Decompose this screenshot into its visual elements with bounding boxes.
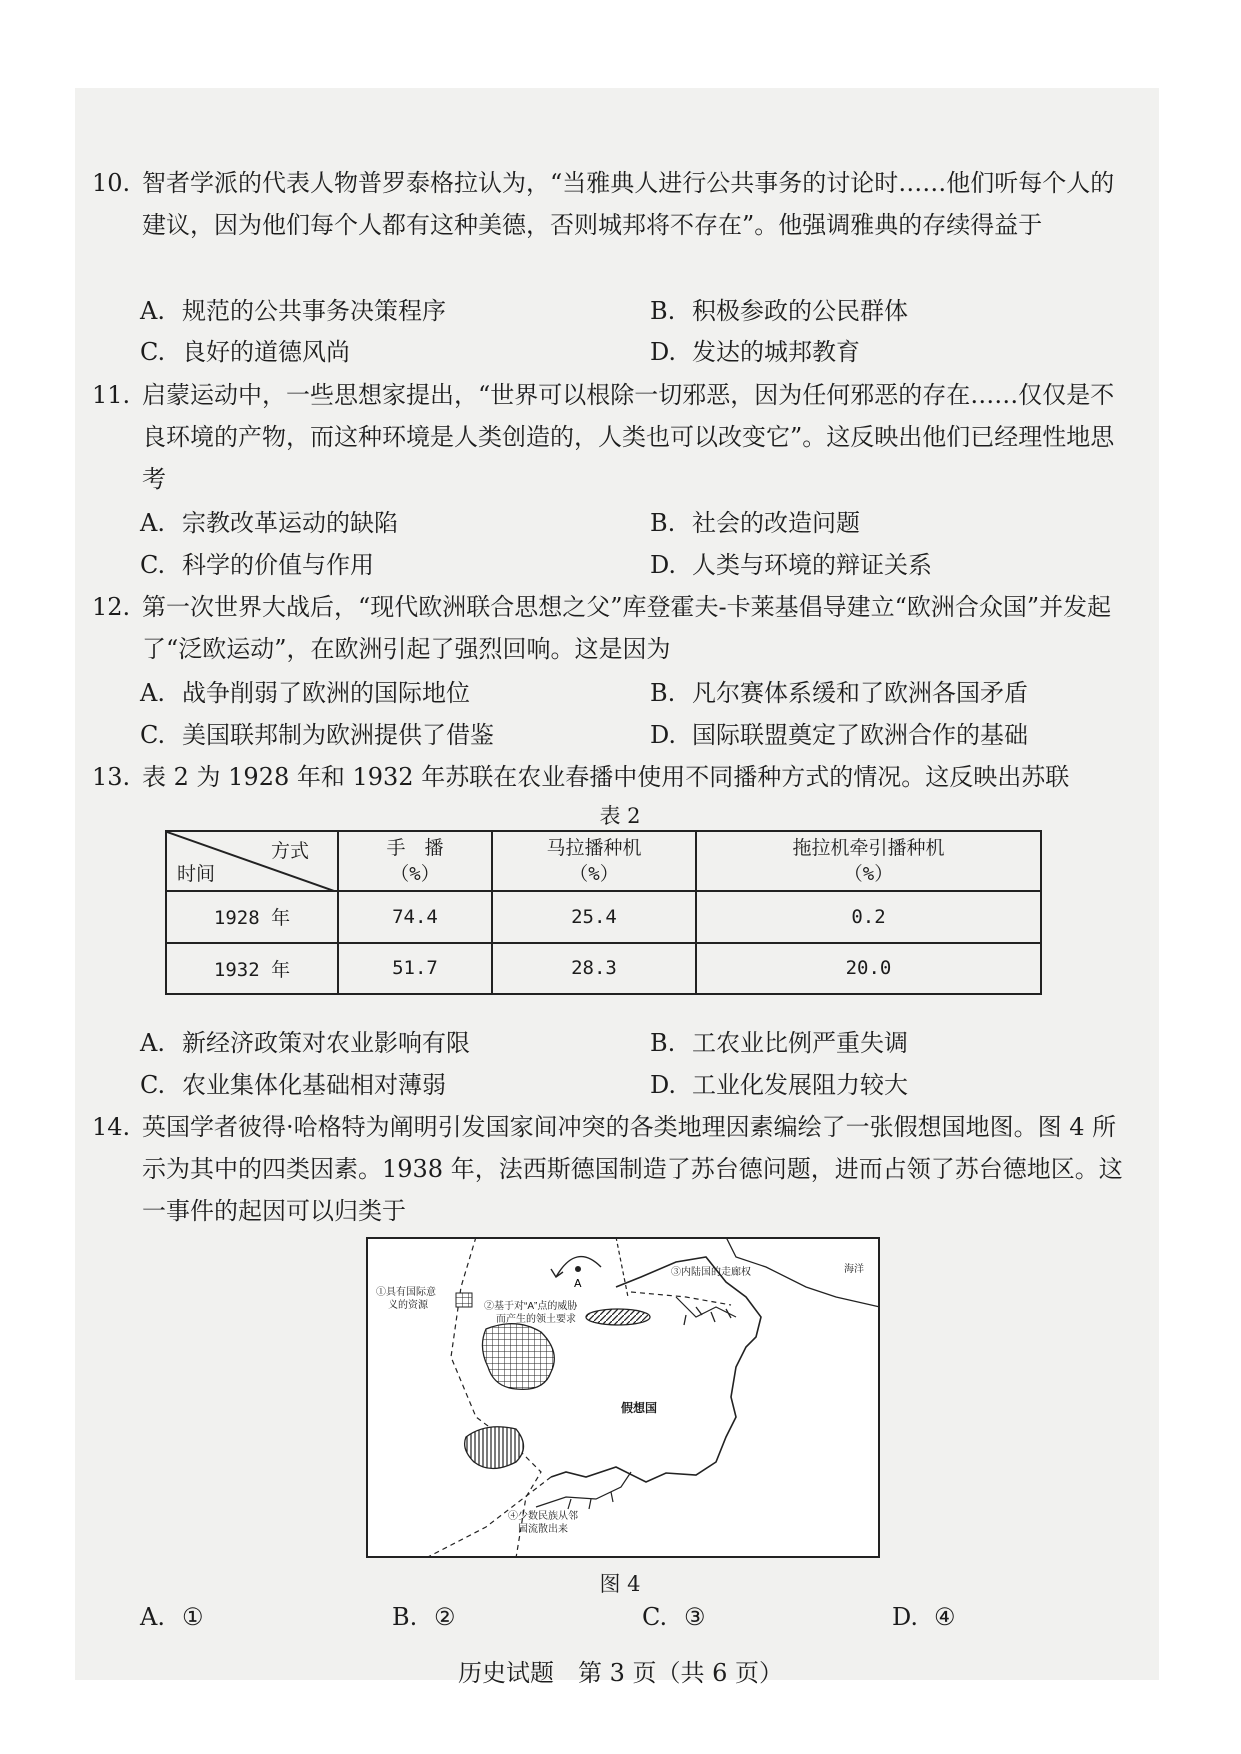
label-factor3: ③内陆国的走廊权 <box>671 1267 751 1278</box>
option-d[interactable] <box>892 1596 956 1638</box>
point-a-marker <box>575 1266 581 1272</box>
option-a[interactable] <box>140 1596 204 1638</box>
option-text: 工业化发展阻力较大 <box>692 1071 908 1099</box>
option-text: 规范的公共事务决策程序 <box>182 297 446 325</box>
option-text: ④ <box>934 1603 956 1631</box>
striped-region <box>465 1427 524 1469</box>
sowing-methods-table <box>165 830 1042 995</box>
row-time: 1928 年 <box>166 891 338 943</box>
option-b[interactable] <box>650 1022 908 1064</box>
label-country: 假想国 <box>621 1401 658 1415</box>
option-text: 凡尔赛体系缓和了欧洲各国矛盾 <box>692 679 1028 707</box>
option-label: A. <box>140 679 165 707</box>
table-row <box>166 943 1041 995</box>
option-c[interactable] <box>140 714 494 756</box>
hatched-region <box>586 1309 650 1325</box>
header-hand-sowing: 手 播 （%） <box>338 831 492 891</box>
option-text: 战争削弱了欧洲的国际地位 <box>182 679 470 707</box>
cell-value: 20.0 <box>696 943 1041 995</box>
option-text: 良好的道德风尚 <box>182 338 350 366</box>
option-label: D. <box>650 551 677 579</box>
option-text: 工农业比例严重失调 <box>692 1029 908 1057</box>
cell-value: 28.3 <box>492 943 696 995</box>
cell-value: 74.4 <box>338 891 492 943</box>
question-12 <box>92 586 1124 670</box>
figure-caption: 图 4 <box>599 1572 641 1596</box>
option-b[interactable] <box>650 502 860 544</box>
question-number: 12. <box>92 593 131 621</box>
header-tractor-seeder: 拖拉机牵引播种机 （%） <box>696 831 1041 891</box>
option-label: B. <box>392 1603 418 1631</box>
option-text: 农业集体化基础相对薄弱 <box>182 1071 446 1099</box>
page-footer: 历史试题 第 3 页（共 6 页） <box>457 1659 784 1687</box>
option-text: 发达的城邦教育 <box>692 338 860 366</box>
resource-square <box>456 1293 472 1307</box>
table-caption: 表 2 <box>599 804 641 828</box>
option-text: 人类与环境的辩证关系 <box>692 551 932 579</box>
cell-value: 25.4 <box>492 891 696 943</box>
option-d[interactable] <box>650 544 932 586</box>
label-factor2-line2: 而产生的领土要求 <box>496 1314 576 1325</box>
option-text: 科学的价值与作用 <box>182 551 374 579</box>
question-10 <box>92 162 1124 246</box>
question-stem: 智者学派的代表人物普罗泰格拉认为，“当雅典人进行公共事务的讨论时……他们听每个人的建议，因为他们每个人都有这种美德，否则城邦将不存在”。他强调雅典的存续得益于 <box>142 169 1115 239</box>
option-label: A. <box>140 1603 165 1631</box>
option-b[interactable] <box>650 672 1028 714</box>
corner-label-time: 时间 <box>177 863 216 885</box>
table-header-row <box>166 831 1041 891</box>
label-factor4-line2: 国流散出来 <box>518 1524 568 1535</box>
cell-value: 51.7 <box>338 943 492 995</box>
option-a[interactable] <box>140 672 470 714</box>
cell-value: 0.2 <box>696 891 1041 943</box>
question-number: 13. <box>92 763 131 791</box>
option-label: C. <box>140 721 166 749</box>
map-figure <box>366 1237 880 1558</box>
option-d[interactable] <box>650 714 1028 756</box>
option-label: C. <box>140 1071 166 1099</box>
option-c[interactable] <box>140 544 374 586</box>
option-text: ① <box>182 1603 204 1631</box>
option-label: A. <box>140 297 165 325</box>
table-corner-cell <box>166 831 338 891</box>
question-stem: 表 2 为 1928 年和 1932 年苏联在农业春播中使用不同播种方式的情况。这反映出苏联 <box>142 763 1070 791</box>
option-a[interactable] <box>140 290 446 332</box>
option-label: A. <box>140 509 165 537</box>
point-a-label: A <box>574 1277 582 1290</box>
map-frame <box>367 1238 879 1557</box>
option-text: ③ <box>684 1603 706 1631</box>
option-a[interactable] <box>140 502 398 544</box>
question-stem: 第一次世界大战后，“现代欧洲联合思想之父”库登霍夫-卡莱基倡导建立“欧洲合众国”并发起了“泛欧运动”，在欧洲引起了强烈回响。这是因为 <box>142 593 1112 663</box>
option-label: D. <box>892 1603 919 1631</box>
option-b[interactable] <box>650 290 908 332</box>
option-label: D. <box>650 338 677 366</box>
option-label: C. <box>140 551 166 579</box>
question-13 <box>92 756 1124 798</box>
option-label: B. <box>650 1029 676 1057</box>
option-text: 宗教改革运动的缺陷 <box>182 509 398 537</box>
question-stem: 英国学者彼得·哈格特为阐明引发国家间冲突的各类地理因素编绘了一张假想国地图。图 4 所示为其中的四类因素。1938 年，法西斯德国制造了苏台德问题，进而占领了苏台德地区。这一事件的起因可以归类于 <box>142 1113 1123 1225</box>
option-text: ② <box>434 1603 456 1631</box>
hypothetical-country-map <box>366 1237 880 1558</box>
option-c[interactable] <box>642 1596 706 1638</box>
option-text: 美国联邦制为欧洲提供了借鉴 <box>182 721 494 749</box>
row-time: 1932 年 <box>166 943 338 995</box>
option-label: C. <box>642 1603 668 1631</box>
option-text: 新经济政策对农业影响有限 <box>182 1029 470 1057</box>
option-b[interactable] <box>392 1596 456 1638</box>
label-factor1-line1: ①具有国际意 <box>376 1287 436 1298</box>
option-label: A. <box>140 1029 165 1057</box>
option-d[interactable] <box>650 1064 908 1106</box>
option-label: B. <box>650 509 676 537</box>
option-label: B. <box>650 679 676 707</box>
option-text: 积极参政的公民群体 <box>692 297 908 325</box>
option-label: D. <box>650 721 677 749</box>
table-row <box>166 891 1041 943</box>
option-label: D. <box>650 1071 677 1099</box>
label-factor1-line2: 义的资源 <box>388 1300 428 1311</box>
option-label: C. <box>140 338 166 366</box>
option-label: B. <box>650 297 676 325</box>
question-number: 11. <box>92 381 131 409</box>
option-a[interactable] <box>140 1022 470 1064</box>
label-factor4-line1: ④少数民族从邻 <box>508 1511 578 1522</box>
label-sea: 海洋 <box>844 1264 864 1275</box>
question-number: 14. <box>92 1113 131 1141</box>
option-c[interactable] <box>140 331 350 373</box>
option-text: 社会的改造问题 <box>692 509 860 537</box>
header-horse-seeder: 马拉播种机 （%） <box>492 831 696 891</box>
question-number: 10. <box>92 169 131 197</box>
label-factor2-line1: ②基于对“A”点的威胁 <box>484 1301 578 1312</box>
corner-label-method: 方式 <box>270 840 309 862</box>
question-11 <box>92 374 1124 500</box>
option-text: 国际联盟奠定了欧洲合作的基础 <box>692 721 1028 749</box>
option-d[interactable] <box>650 331 860 373</box>
question-14 <box>92 1106 1124 1232</box>
question-stem: 启蒙运动中，一些思想家提出，“世界可以根除一切邪恶，因为任何邪恶的存在……仅仅是不良环境的产物，而这种环境是人类创造的，人类也可以改变它”。这反映出他们已经理性地思考 <box>142 381 1115 493</box>
option-c[interactable] <box>140 1064 446 1106</box>
